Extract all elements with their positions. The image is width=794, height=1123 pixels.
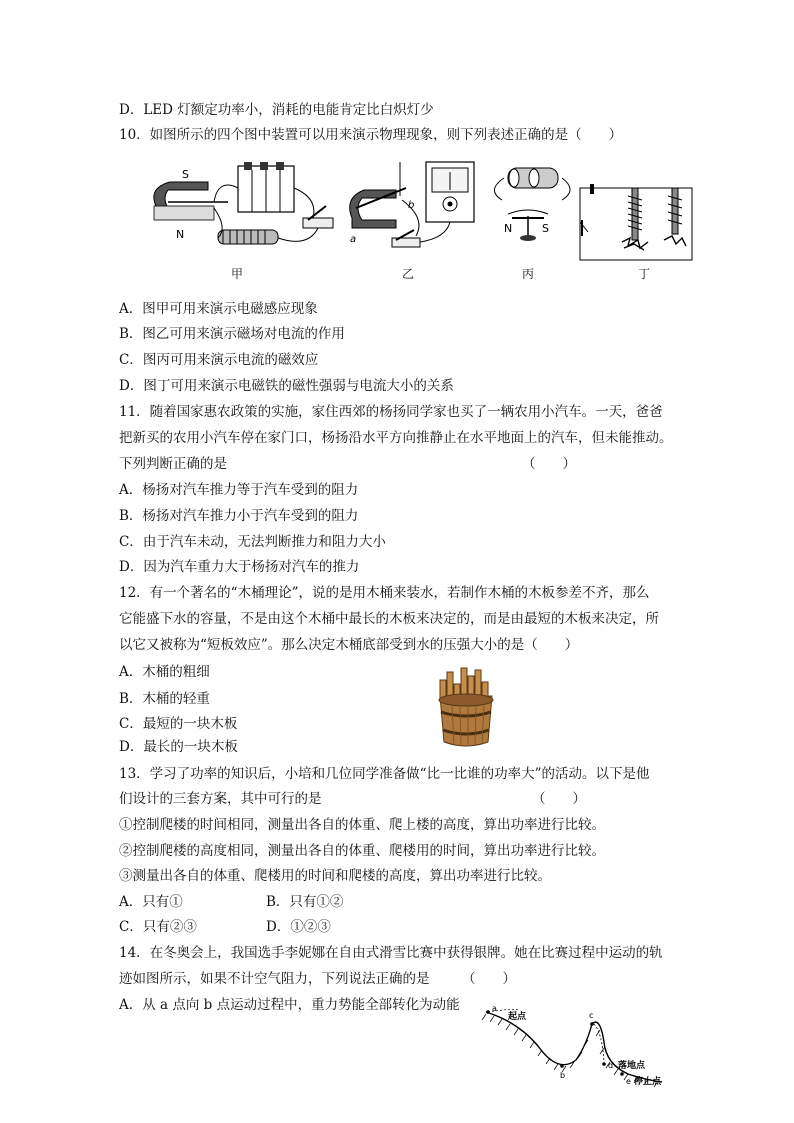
q14-stem-line1: 14．在冬奥会上，我国选手李妮娜在自由式滑雪比赛中获得银牌。她在比赛过程中运动的轨: [119, 945, 663, 961]
q11-option-a: A．杨扬对汽车推力等于汽车受到的阻力: [119, 482, 359, 498]
q12-option-a: A．木桶的粗细: [119, 664, 210, 680]
q11-stem-line2: 把新买的农用小汽车停在家门口，杨扬沿水平方向推静止在水平地面上的汽车，但未能推动。: [119, 430, 673, 446]
q10-figure-yi: [346, 158, 486, 258]
q13-plan-1: ①控制爬楼的时间相同，测量出各自的体重、爬上楼的高度，算出功率进行比较。: [119, 817, 605, 833]
q11-option-c: C．由于汽车未动，无法判断推力和阻力大小: [119, 534, 386, 550]
q14-option-a: A．从 a 点向 b 点运动过程中，重力势能全部转化为动能: [119, 997, 460, 1013]
q10-caption-jia: 甲: [231, 267, 244, 281]
q12-stem-line2: 它能盛下水的容量，不是由这个木桶中最长的木板来决定的，而是由最短的木板来决定，所: [119, 611, 659, 627]
ski-trajectory-figure: [478, 1002, 678, 1096]
point-d: [602, 1062, 606, 1066]
wooden-bucket-illustration: [430, 666, 502, 748]
q11-option-b: B．杨扬对汽车推力小于汽车受到的阻力: [119, 508, 359, 524]
q13-stem-line1: 13．学习了功率的知识后，小培和几位同学准备做“比一比谁的功率大”的活动。以下是他: [119, 766, 650, 782]
q10-figure-bing: [488, 160, 576, 250]
label-n2: N: [504, 222, 513, 235]
q11-stem-line1: 11．随着国家惠农政策的实施，家住西郊的杨扬同学家也买了一辆农用小汽车。一天，爸爸: [119, 404, 663, 420]
q9-option-d: D．LED 灯额定功率小，消耗的电能肯定比白炽灯少: [119, 102, 434, 118]
q10-stem: 10．如图所示的四个图中装置可以用来演示物理现象，则下列表述正确的是（ ）: [119, 127, 623, 143]
q11-option-d: D．因为汽车重力大于杨扬对汽车的推力: [119, 559, 360, 575]
q13-option-a: A．只有①: [119, 894, 183, 910]
label-b: b: [560, 1071, 566, 1080]
q11-stem-line3: 下列判断正确的是: [119, 456, 227, 472]
q10-caption-bing: 丙: [522, 267, 535, 281]
q13-stem-line2: 们设计的三套方案，其中可行的是: [119, 791, 322, 807]
label-landing: 落地点: [618, 1061, 646, 1071]
q10-option-a: A．图甲可用来演示电磁感应现象: [119, 301, 318, 317]
q13-option-d: D．①②③: [266, 919, 331, 935]
q13-answer-paren: （ ）: [532, 791, 586, 807]
q12-option-c: C．最短的一块木板: [119, 716, 238, 732]
q14-answer-paren: （ ）: [462, 971, 516, 987]
q13-plan-2: ②控制爬楼的高度相同，测量出各自的体重、爬楼用的时间，算出功率进行比较。: [119, 843, 605, 859]
q13-option-b: B．只有①②: [266, 894, 344, 910]
q10-option-b: B．图乙可用来演示磁场对电流的作用: [119, 326, 345, 342]
q10-option-c: C．图丙可用来演示电流的磁效应: [119, 352, 319, 368]
q10-figure-ding: [578, 180, 696, 262]
label-c: c: [589, 1011, 594, 1020]
label-s2: S: [542, 222, 549, 235]
magnet-base: [154, 206, 214, 220]
point-a: [486, 1010, 490, 1014]
q12-stem-line1: 12．有一个著名的“木桶理论”，说的是用木桶来装水，若制作木桶的木板参差不齐，那么: [119, 585, 650, 601]
slope-outline: [486, 1012, 662, 1082]
q12-option-b: B．木桶的轻重: [119, 691, 210, 707]
point-e: [620, 1072, 624, 1076]
q10-option-d: D．图丁可用来演示电磁铁的磁性强弱与电流大小的关系: [119, 378, 454, 394]
label-e: e: [626, 1077, 631, 1086]
q13-plan-3: ③测量出各自的体重、爬楼用的时间和爬楼的高度，算出功率进行比较。: [119, 868, 551, 884]
label-start: 起点: [508, 1012, 527, 1022]
q12-stem-line3: 以它又被称为“短板效应”。那么决定木桶底部受到水的压强大小的是（ ）: [119, 637, 579, 653]
point-c: [590, 1022, 594, 1026]
q11-answer-paren: （ ）: [522, 456, 576, 472]
label-n: N: [176, 228, 185, 241]
label-a: a: [492, 1004, 497, 1013]
label-s: S: [182, 168, 189, 181]
label-b: b: [408, 200, 415, 211]
label-d: d: [608, 1061, 614, 1070]
q12-option-d: D．最长的一块木板: [119, 739, 238, 755]
q10-caption-ding: 丁: [638, 267, 651, 281]
q13-option-c: C．只有②③: [119, 919, 197, 935]
q10-figure-jia: [148, 158, 338, 258]
label-a: a: [350, 234, 357, 245]
label-stop: 停止点: [634, 1077, 662, 1087]
q14-stem-line2: 迹如图所示，如果不计空气阻力，下列说法正确的是: [119, 971, 430, 987]
q10-caption-yi: 乙: [402, 267, 415, 281]
point-b: [560, 1064, 564, 1068]
